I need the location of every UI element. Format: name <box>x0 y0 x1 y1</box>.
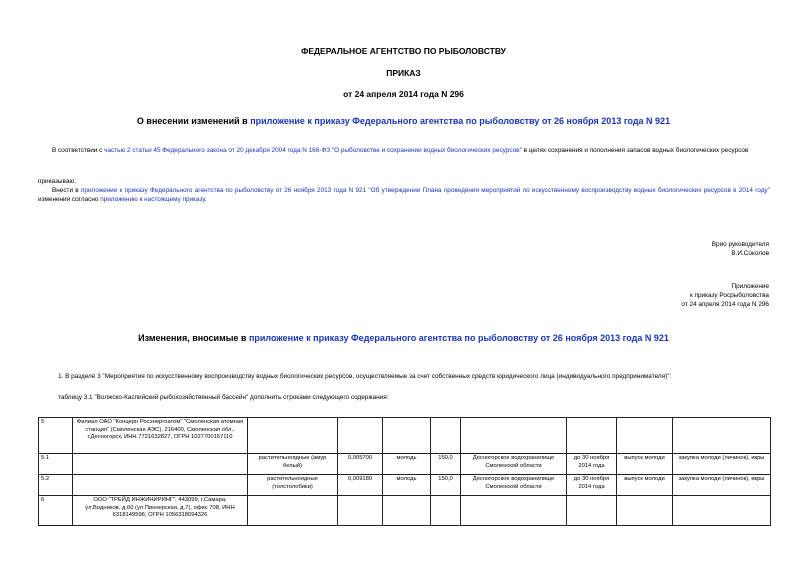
row-collection <box>673 418 771 454</box>
row-release: выпуск молоди <box>617 454 673 475</box>
row-species: растительноядные (толстолобики) <box>248 475 338 496</box>
table-row <box>39 475 771 496</box>
row-weight <box>431 418 461 454</box>
row-amount <box>338 496 383 526</box>
document-date-number: от 24 апреля 2014 года N 296 <box>343 89 464 99</box>
row-stage: молодь <box>383 454 431 475</box>
preamble-text-2: в целях сохранения и пополнения запасов водных биологических ресурсов <box>521 147 749 154</box>
row-organization: ООО "ТРЕЙД ИНЖИНИРИНГ", 443099, г.Самара, ул.Водников, д.60 (ул.Пионерская, д.7), офис 708, ИНН 6318149596, ОГРН 1056318094326 <box>73 496 248 526</box>
signature-name: В.И.Соколов <box>731 250 769 257</box>
row-place <box>461 496 567 526</box>
appendix-line-1: Приложение <box>731 283 769 290</box>
row-release <box>617 418 673 454</box>
appendix-line-2: к приказу Росрыболовства <box>689 292 769 299</box>
order-text-2: изменения согласно <box>38 196 101 203</box>
row-place: Десногорское водохранилище Смоленской области <box>461 475 567 496</box>
row-term: до 30 ноября 2014 года <box>567 475 617 496</box>
order-paragraph <box>38 186 770 204</box>
row-term <box>567 418 617 454</box>
table-row <box>39 496 771 526</box>
row-stage <box>383 418 431 454</box>
row-organization: Филиал ОАО "Концерн Росэнергоатом" "Смоленская атомная станция" (Смоленская АЭС), 216400, Смоленская обл., г.Десногорск, ИНН 7721632827, ОГРН 1027700167110 <box>73 418 248 454</box>
order-annex-link[interactable]: приложению к настоящему приказу <box>100 196 205 203</box>
order-subject-prefix: О внесении изменений в <box>136 116 251 126</box>
row-place <box>461 418 567 454</box>
table-intro: таблицу 3.1 "Волжско-Каспийский рыбохозяйственный бассейн" дополнить строками следующего содержания: <box>58 394 389 401</box>
row-weight <box>431 496 461 526</box>
row-amount: 0,009180 <box>338 475 383 496</box>
order-text-3: . <box>204 196 207 203</box>
changes-table <box>38 417 771 526</box>
row-number: 6 <box>39 496 73 526</box>
row-species <box>248 418 338 454</box>
row-collection: закупка молоди (личинок), икры <box>673 454 771 475</box>
row-place: Десногорское водохранилище Смоленской области <box>461 454 567 475</box>
row-species <box>248 496 338 526</box>
signature-position: Врио руководителя <box>711 241 769 248</box>
preamble-law-link[interactable]: частью 2 статьи 45 Федерального закона от 20 декабря 2004 года N 166-ФЗ "О рыболовстве и сохранении водных биологических ресурсов" <box>104 147 522 154</box>
row-stage <box>383 496 431 526</box>
row-number: 5.2 <box>39 475 73 496</box>
row-amount: 0,005700 <box>338 454 383 475</box>
row-number: 5 <box>39 418 73 454</box>
preamble-text-1: В соответствии с <box>52 147 105 154</box>
order-word: приказываю: <box>38 178 76 185</box>
table-row <box>39 418 771 454</box>
order-subject <box>0 116 807 126</box>
order-subject-link[interactable]: приложение к приказу Федерального агентства по рыболовству от 26 ноября 2013 года N 921 <box>250 116 671 126</box>
document-type: ПРИКАЗ <box>386 68 421 78</box>
row-amount <box>338 418 383 454</box>
changes-title <box>0 333 807 343</box>
section-item-1: 1. В разделе 3 "Мероприятия по искусственному воспроизводству водных биологических ресурсов, осуществляемые за счет собственных средств юридического лица (индивидуального предпринимателя)": <box>58 373 672 380</box>
row-stage: молодь <box>383 475 431 496</box>
changes-title-prefix: Изменения, вносимые в <box>138 333 249 343</box>
agency-title: ФЕДЕРАЛЬНОЕ АГЕНТСТВО ПО РЫБОЛОВСТВУ <box>301 46 506 56</box>
table-row <box>39 454 771 475</box>
row-weight: 150,0 <box>431 454 461 475</box>
row-term <box>567 496 617 526</box>
row-term: до 30 ноября 2014 года <box>567 454 617 475</box>
appendix-line-3: от 24 апреля 2014 года N 296 <box>681 301 769 308</box>
row-collection <box>673 496 771 526</box>
row-release <box>617 496 673 526</box>
row-collection: закупка молоди (личинок), икры <box>673 475 771 496</box>
order-appendix-link[interactable]: приложение к приказу Федерального агентства по рыболовству от 26 ноября 2013 года N 921 "Об утверждении Плана проведения мероприятий по искусственному воспроизводству водных биологических ресурсов в 2014 году" <box>80 187 771 194</box>
row-weight: 150,0 <box>431 475 461 496</box>
row-release: выпуск молоди <box>617 475 673 496</box>
row-organization <box>73 475 248 496</box>
row-species: растительноядные (амур белый) <box>248 454 338 475</box>
preamble-paragraph <box>38 146 770 155</box>
order-text-1: Внести в <box>52 187 81 194</box>
changes-title-link[interactable]: приложение к приказу Федерального агентства по рыболовству от 26 ноября 2013 года N 921 <box>248 333 669 343</box>
row-organization <box>73 454 248 475</box>
row-number: 5.1 <box>39 454 73 475</box>
